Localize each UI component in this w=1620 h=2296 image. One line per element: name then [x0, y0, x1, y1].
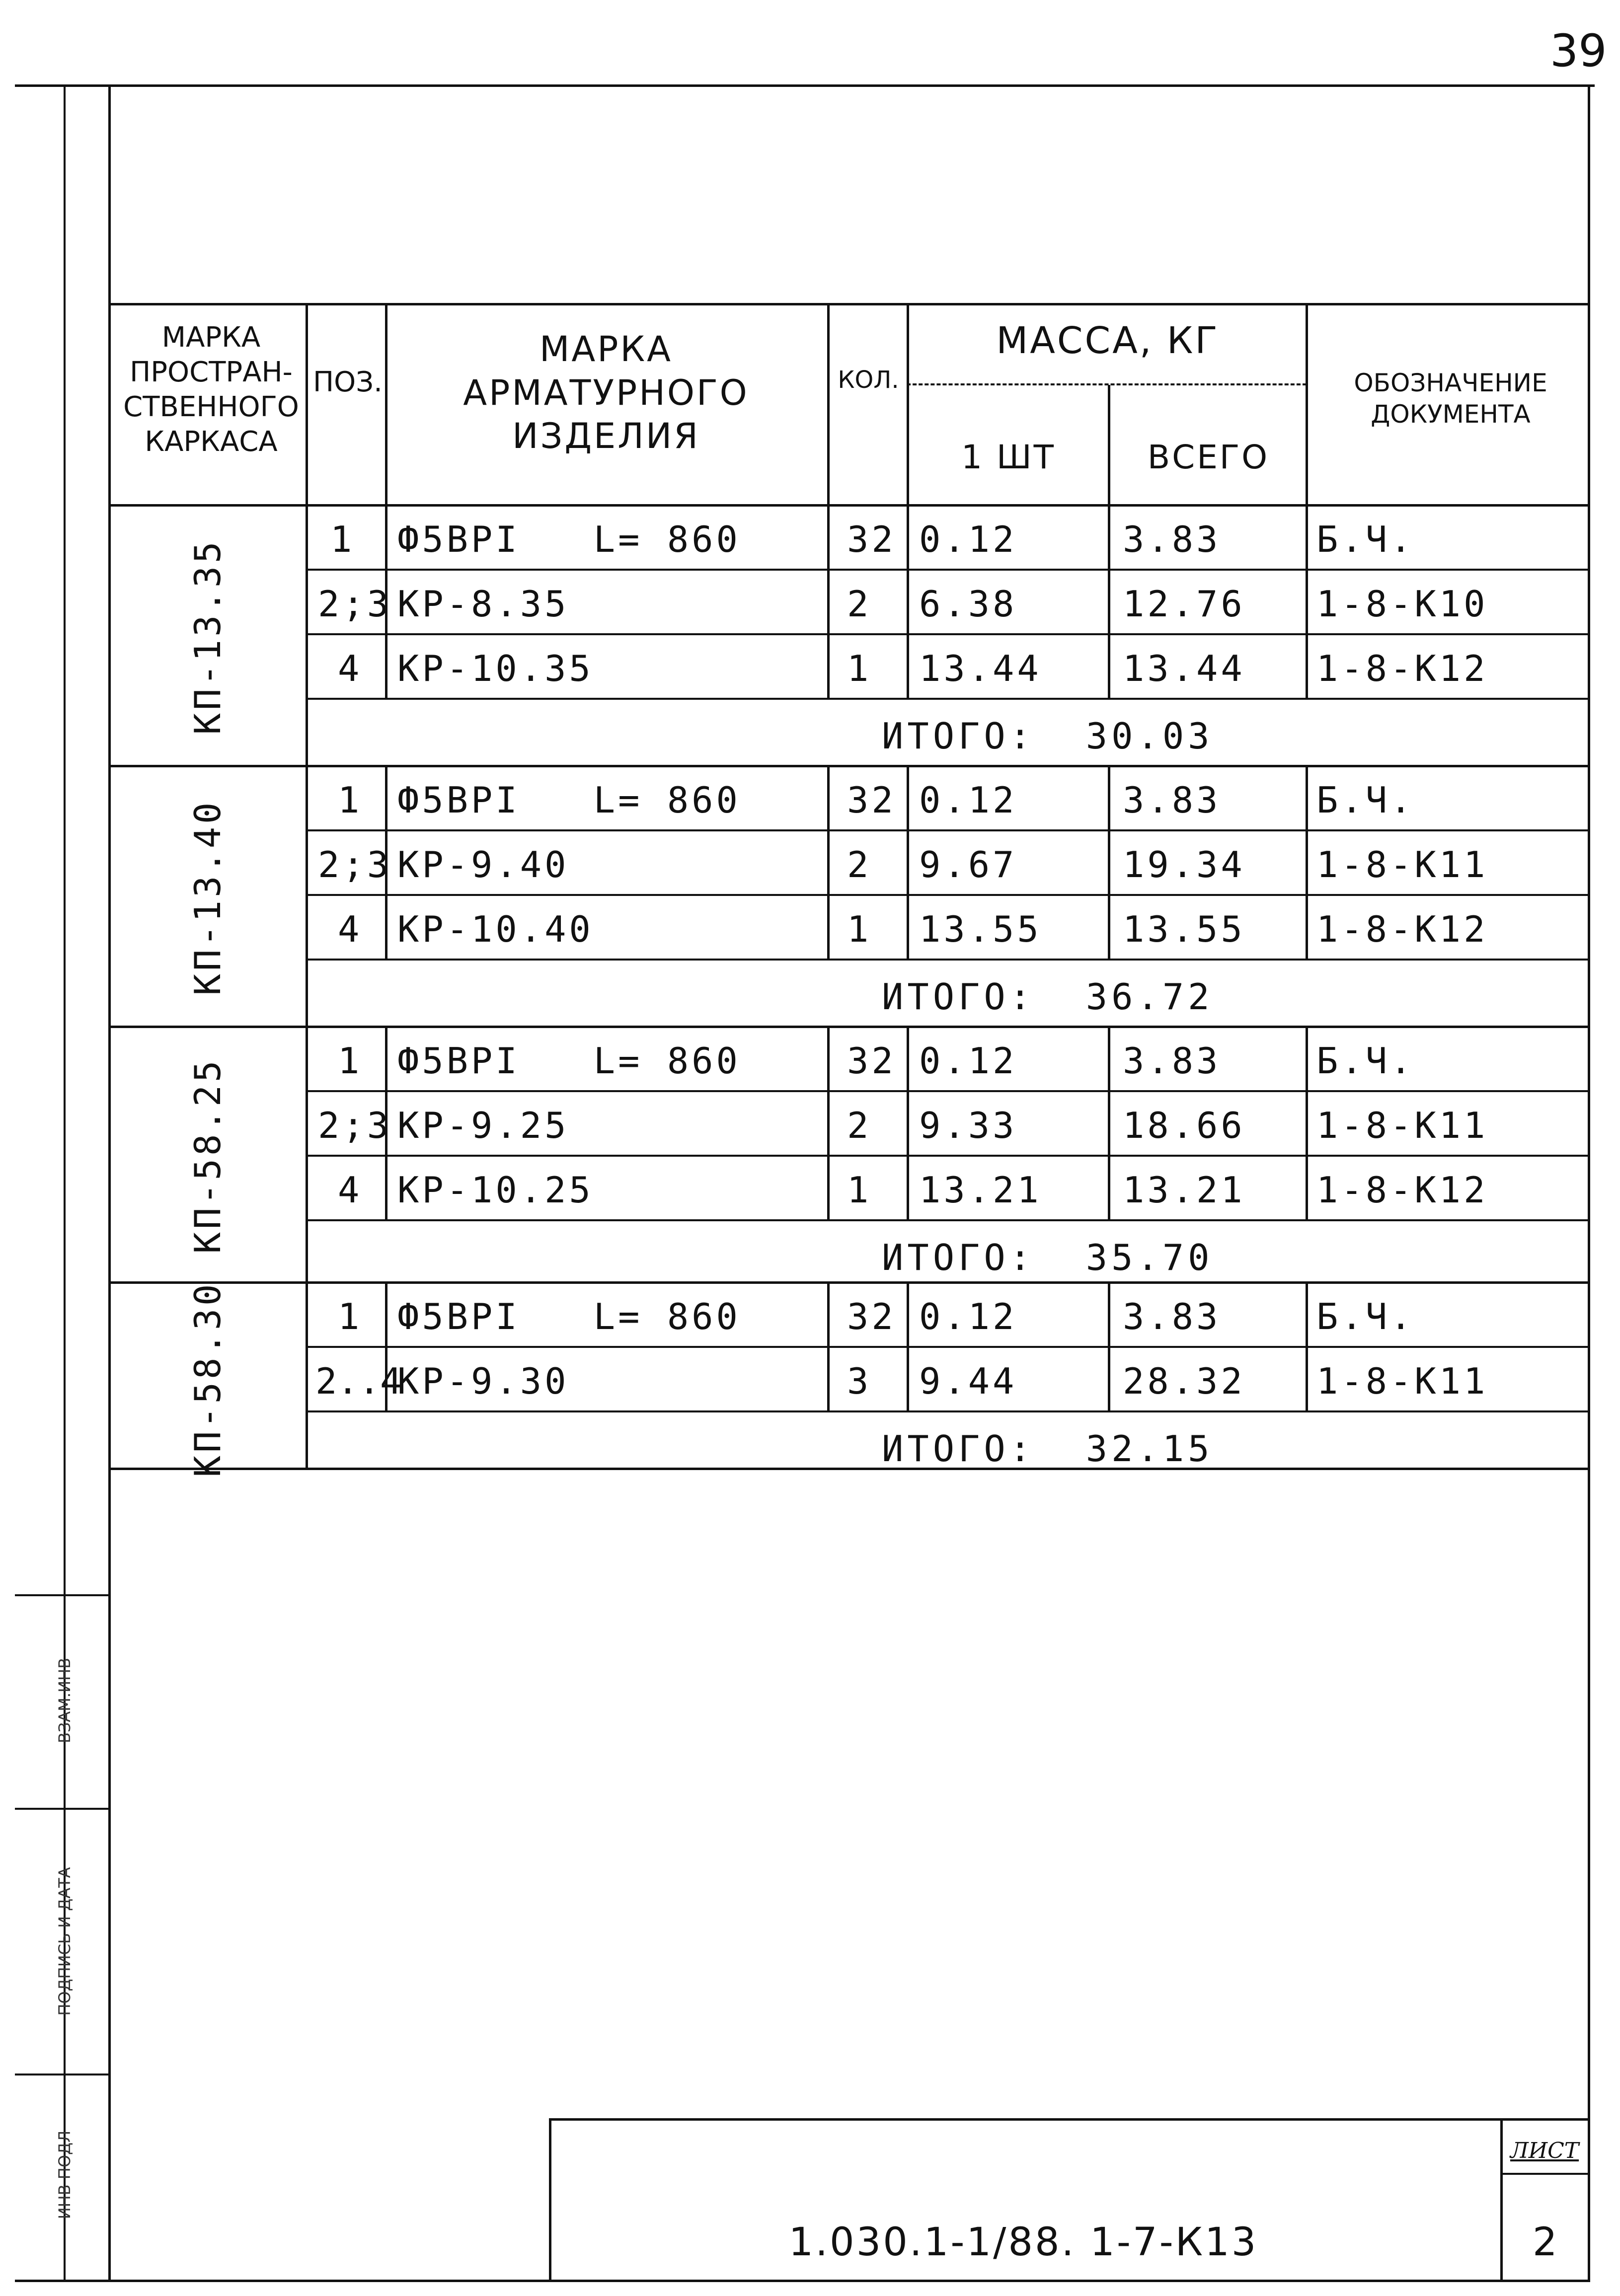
group-sep: [109, 1281, 1590, 1284]
cell-mass-one: 13.44: [919, 648, 1042, 689]
cell-doc: 1-8-К12: [1316, 908, 1488, 950]
cell-mass-total: 3.83: [1123, 518, 1221, 560]
cell-item: Ф5ВРI L= 860: [397, 1040, 741, 1082]
col-sep-item: [827, 303, 830, 504]
row-col-sep: [1306, 765, 1308, 959]
row-sep: [306, 1410, 1590, 1412]
cell-doc: Б.Ч.: [1316, 518, 1415, 560]
frame-top-line: [15, 84, 1595, 87]
header-doc: ОБОЗНАЧЕНИЕ ДОКУМЕНТА: [1354, 369, 1547, 429]
header-mass-total: ВСЕГО: [1147, 438, 1270, 476]
cell-mass-one: 13.21: [919, 1169, 1042, 1211]
cell-pos: 2;3: [318, 583, 392, 625]
header-frame-mark: МАРКА ПРОСТРАН- СТВЕННОГО КАРКАСА: [123, 321, 299, 458]
row-sep: [306, 569, 1590, 571]
row-col-sep: [827, 504, 830, 698]
cell-mass-one: 9.33: [919, 1105, 1017, 1146]
header-item-mark: МАРКА АРМАТУРНОГО ИЗДЕЛИЯ: [463, 329, 749, 456]
cell-doc: 1-8-К11: [1316, 1105, 1488, 1146]
row-col-sep: [1306, 1026, 1308, 1219]
cell-mass-one: 9.44: [919, 1360, 1017, 1402]
row-sep: [306, 959, 1590, 961]
mass-subheader-line: [907, 383, 1307, 385]
cell-doc: 1-8-К11: [1316, 844, 1488, 886]
cell-item: Ф5ВРI L= 860: [397, 518, 741, 560]
margin-sep-1: [15, 1594, 109, 1596]
cell-pos: 4: [338, 648, 363, 689]
cell-mass-one: 0.12: [919, 518, 1017, 560]
cell-pos: 1: [338, 1296, 363, 1337]
cell-pos: 4: [338, 908, 363, 950]
cell-doc: 1-8-К12: [1316, 1169, 1488, 1211]
row-col-sep: [1108, 1281, 1110, 1410]
cell-item: КР-10.25: [397, 1169, 594, 1211]
side-label-inv-podl: ИНВ ПОДЛ: [55, 2130, 74, 2220]
group-sep: [109, 1026, 1590, 1028]
row-col-sep: [907, 1026, 909, 1219]
frame-right-line: [1588, 84, 1590, 2282]
cell-pos: 2;3: [318, 1105, 392, 1146]
frame-bottom-line: [15, 2280, 1590, 2282]
cell-pos: 1: [338, 779, 363, 821]
cell-item: КР-10.35: [397, 648, 594, 689]
row-col-sep: [827, 765, 830, 959]
row-sep: [306, 1346, 1590, 1348]
row-col-sep: [1108, 1026, 1110, 1219]
row-col-sep: [827, 1026, 830, 1219]
cell-item: КР-8.35: [397, 583, 569, 625]
cell-mass-total: 19.34: [1123, 844, 1245, 886]
cell-mass-total: 3.83: [1123, 779, 1221, 821]
cell-qty: 2: [847, 583, 872, 625]
cell-doc: 1-8-К10: [1316, 583, 1488, 625]
cell-pos: 1: [330, 518, 355, 560]
cell-item: Ф5ВРI L= 860: [397, 1296, 741, 1337]
stamp-top-line: [549, 2118, 1590, 2121]
stamp-sheet-sep: [1500, 2118, 1503, 2282]
cell-item: КР-9.25: [397, 1105, 569, 1146]
cell-mass-one: 0.12: [919, 1296, 1017, 1337]
header-pos: ПОЗ.: [313, 366, 383, 398]
cell-qty: 32: [847, 518, 896, 560]
margin-sep-3: [15, 2074, 109, 2075]
group-total: ИТОГО: 32.15: [882, 1428, 1214, 1470]
page-number: 39: [1550, 25, 1607, 77]
row-sep: [306, 829, 1590, 831]
header-mass-one: 1 ШТ: [961, 438, 1056, 476]
cell-doc: Б.Ч.: [1316, 1296, 1415, 1337]
frame-mark-label: КП-13.35: [187, 538, 229, 735]
frame-mark-label: КП-58.25: [187, 1057, 229, 1254]
cell-pos: 2..4: [315, 1360, 402, 1402]
cell-qty: 32: [847, 1296, 896, 1337]
cell-qty: 3: [847, 1360, 872, 1402]
cell-doc: 1-8-К11: [1316, 1360, 1488, 1402]
header-mass: МАССА, КГ: [996, 319, 1220, 362]
document-code: 1.030.1-1/88. 1-7-К13: [788, 2220, 1258, 2265]
cell-qty: 32: [847, 1040, 896, 1082]
sheet-number: 2: [1533, 2220, 1557, 2265]
row-sep: [306, 633, 1590, 635]
group-sep: [109, 765, 1590, 767]
margin-sep-2: [15, 1808, 109, 1810]
side-label-podpis: ПОДПИСЬ И ДАТА: [55, 1867, 74, 2016]
cell-qty: 1: [847, 648, 872, 689]
row-col-sep: [1306, 1281, 1308, 1410]
cell-qty: 32: [847, 779, 896, 821]
table-bottom-line: [109, 1468, 1590, 1470]
cell-mass-one: 13.55: [919, 908, 1042, 950]
cell-pos: 2;3: [318, 844, 392, 886]
row-col-sep: [1108, 765, 1110, 959]
cell-pos: 4: [338, 1169, 363, 1211]
cell-mass-total: 28.32: [1123, 1360, 1245, 1402]
cell-mass-total: 3.83: [1123, 1296, 1221, 1337]
row-sep: [306, 1219, 1590, 1221]
cell-item: КР-10.40: [397, 908, 594, 950]
row-col-sep: [907, 765, 909, 959]
cell-doc: Б.Ч.: [1316, 1040, 1415, 1082]
cell-pos: 1: [338, 1040, 363, 1082]
cell-mass-one: 9.67: [919, 844, 1017, 886]
cell-mass-one: 6.38: [919, 583, 1017, 625]
row-sep: [306, 894, 1590, 896]
group-total: ИТОГО: 35.70: [882, 1237, 1214, 1278]
cell-qty: 2: [847, 1105, 872, 1146]
header-qty: КОЛ.: [838, 366, 899, 394]
cell-item: КР-9.40: [397, 844, 569, 886]
cell-mass-total: 13.21: [1123, 1169, 1245, 1211]
row-sep: [306, 1155, 1590, 1157]
cell-mass-total: 3.83: [1123, 1040, 1221, 1082]
cell-doc: 1-8-К12: [1316, 648, 1488, 689]
side-label-vzam-inv: ВЗАМ.ИНВ: [55, 1657, 74, 1744]
sheet-label: ЛИСТ: [1510, 2138, 1579, 2163]
col-sep-frame: [306, 303, 308, 1469]
frame-mark-label: КП-58.30: [187, 1281, 229, 1478]
row-sep: [306, 1090, 1590, 1092]
row-col-sep: [827, 1281, 830, 1410]
frame-mark-label: КП-13.40: [187, 799, 229, 996]
cell-mass-one: 0.12: [919, 779, 1017, 821]
frame-left-line: [108, 84, 111, 2282]
cell-mass-total: 12.76: [1123, 583, 1245, 625]
col-sep-pos: [385, 303, 387, 504]
cell-mass-total: 18.66: [1123, 1105, 1245, 1146]
cell-mass-one: 0.12: [919, 1040, 1017, 1082]
cell-qty: 2: [847, 844, 872, 886]
row-sep: [306, 698, 1590, 700]
cell-mass-total: 13.55: [1123, 908, 1245, 950]
cell-qty: 1: [847, 908, 872, 950]
cell-item: Ф5ВРI L= 860: [397, 779, 741, 821]
cell-mass-total: 13.44: [1123, 648, 1245, 689]
cell-doc: Б.Ч.: [1316, 779, 1415, 821]
table-top-line: [109, 303, 1590, 305]
table-header-bottom-line: [109, 504, 1590, 507]
group-total: ИТОГО: 30.03: [882, 715, 1214, 757]
row-col-sep: [907, 1281, 909, 1410]
row-col-sep: [1306, 504, 1308, 698]
cell-item: КР-9.30: [397, 1360, 569, 1402]
group-total: ИТОГО: 36.72: [882, 976, 1214, 1018]
row-col-sep: [907, 504, 909, 698]
cell-qty: 1: [847, 1169, 872, 1211]
stamp-sheet-label-line: [1500, 2173, 1590, 2175]
row-col-sep: [1108, 504, 1110, 698]
